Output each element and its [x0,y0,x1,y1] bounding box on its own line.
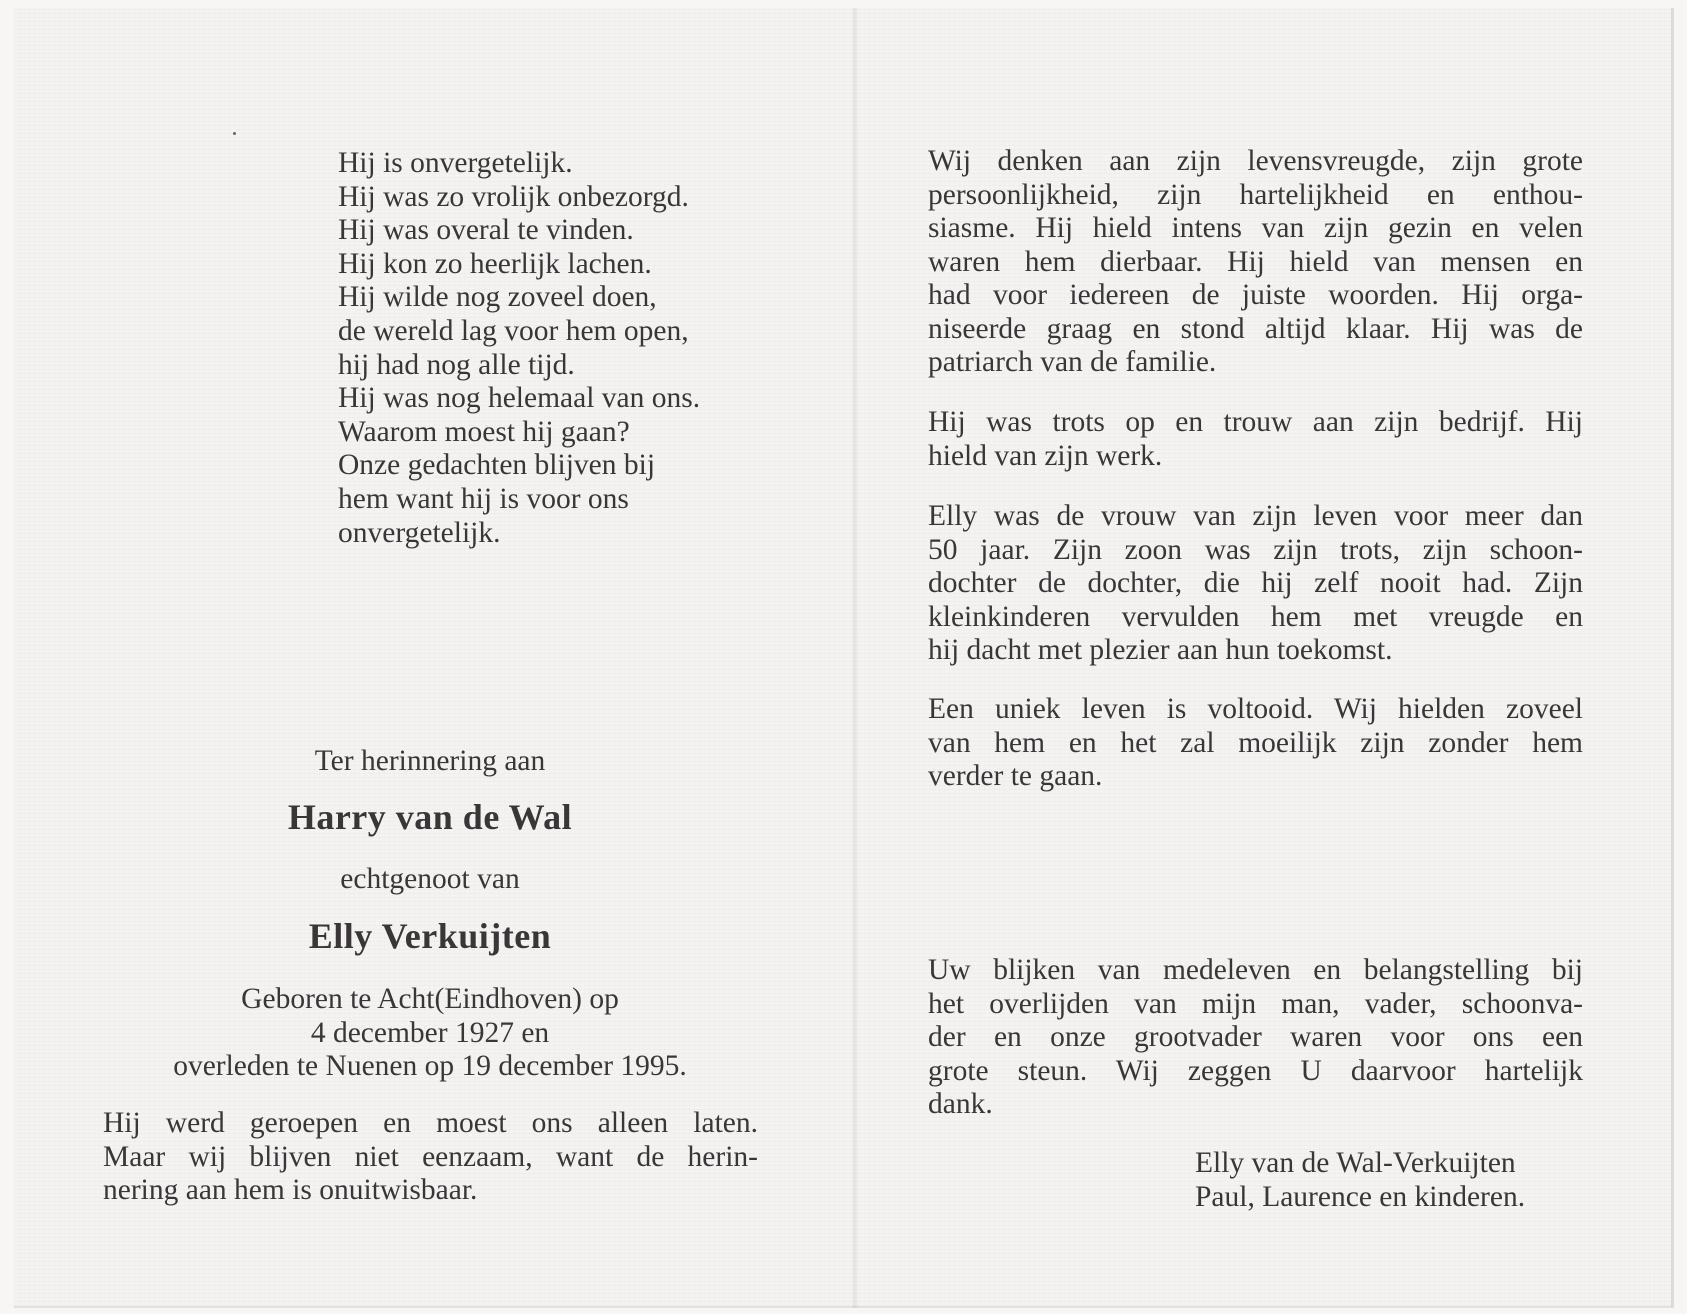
paragraph-line: siasme. Hij hield intens van zijn gezin en velen [928,212,1583,244]
poem [338,147,700,550]
paragraph-line: had voor iedereen de juiste woorden. Hij orga- [928,279,1583,311]
paragraph-line: 50 jaar. Zijn zoon was zijn trots, zijn schoon- [928,533,1583,566]
poem-line: de wereld lag voor hem open, [338,314,689,347]
paragraph-line: dank. [928,1088,993,1120]
spouse-name: Elly Verkuijten [308,916,552,956]
deceased-name: Harry van de Wal [287,797,573,837]
paragraph-line: grote steun. Wij zeggen U daarvoor hartelijk [928,1054,1583,1087]
paragraph-line: Wij denken aan zijn levensvreugde, zijn grote [928,145,1583,177]
closing-line: Hij werd geroepen en moest ons alleen laten. [103,1107,758,1139]
paragraph-line: het overlijden van mijn man, vader, schoonva- [928,987,1583,1020]
paragraph-line: van hem en het zal moeilijk zijn zonder hem [928,726,1583,759]
card-fold [852,8,858,1308]
closing-paragraph [103,1107,758,1208]
tribute-paragraph-1 [928,145,1583,380]
tribute-paragraph-3 [928,500,1583,668]
paragraph-line: waren hem dierbaar. Hij hield van mensen en [928,245,1583,278]
paragraph-line: persoonlijkheid, zijn hartelijkheid en enthou- [928,178,1583,211]
paragraph-line: verder te gaan. [928,760,1103,792]
poem-line: Hij kon zo heerlijk lachen. [338,247,652,280]
memorial-intro: Ter herinnering aan [314,745,546,777]
poem-line: hij had nog alle tijd. [338,348,575,381]
poem-line: Waarom moest hij gaan? [338,415,630,448]
paragraph-line: Hij was trots op en trouw aan zijn bedrijf. Hij [928,406,1583,438]
paragraph-line: dochter de dochter, die hij zelf nooit had. Zijn [928,567,1583,599]
paragraph-line: hij dacht met plezier aan hun toekomst. [928,634,1393,666]
closing-line: Maar wij blijven niet eenzaam, want de herin- [103,1140,758,1173]
poem-line: Hij was nog helemaal van ons. [338,382,701,415]
paragraph-line: der en onze grootvader waren voor ons een [928,1021,1583,1053]
paragraph-line: hield van zijn werk. [928,439,1163,472]
tribute-paragraph-2 [928,406,1583,473]
paragraph-line: niseerde graag en stond altijd klaar. Hij was de [928,312,1583,345]
poem-line: onvergetelijk. [338,516,501,549]
paragraph-line: Uw blijken van medeleven en belangstelling bij [928,954,1583,986]
poem-line: Onze gedachten blijven bij [338,449,656,482]
paper-speck [233,132,236,135]
paragraph-line: Een uniek leven is voltooid. Wij hielden zoveel [928,693,1583,725]
paragraph-line: patriarch van de familie. [928,346,1217,378]
dates-line: 4 december 1927 en [310,1016,550,1049]
poem-line: Hij was zo vrolijk onbezorgd. [338,180,689,213]
signature-line: Paul, Laurence en kinderen. [1195,1180,1526,1213]
spouse-label: echtgenoot van [340,863,520,895]
poem-line: Hij was overal te vinden. [338,214,634,247]
life-dates [100,983,760,1084]
poem-line: Hij is onvergetelijk. [338,147,573,179]
thanks-paragraph [928,954,1583,1122]
paragraph-line: kleinkinderen vervulden hem met vreugde en [928,600,1583,633]
tribute-paragraph-4 [928,693,1583,794]
poem-line: hem want hij is voor ons [338,482,629,515]
family-signature [1195,1147,1525,1214]
signature-line: Elly van de Wal-Verkuijten [1195,1147,1516,1179]
paragraph-line: Elly was de vrouw van zijn leven voor meer dan [928,500,1583,532]
dates-line: Geboren te Acht(Eindhoven) op [241,983,619,1015]
closing-line: nering aan hem is onuitwisbaar. [103,1174,478,1206]
poem-line: Hij wilde nog zoveel doen, [338,281,657,314]
dates-line: overleden te Nuenen op 19 december 1995. [173,1050,687,1082]
